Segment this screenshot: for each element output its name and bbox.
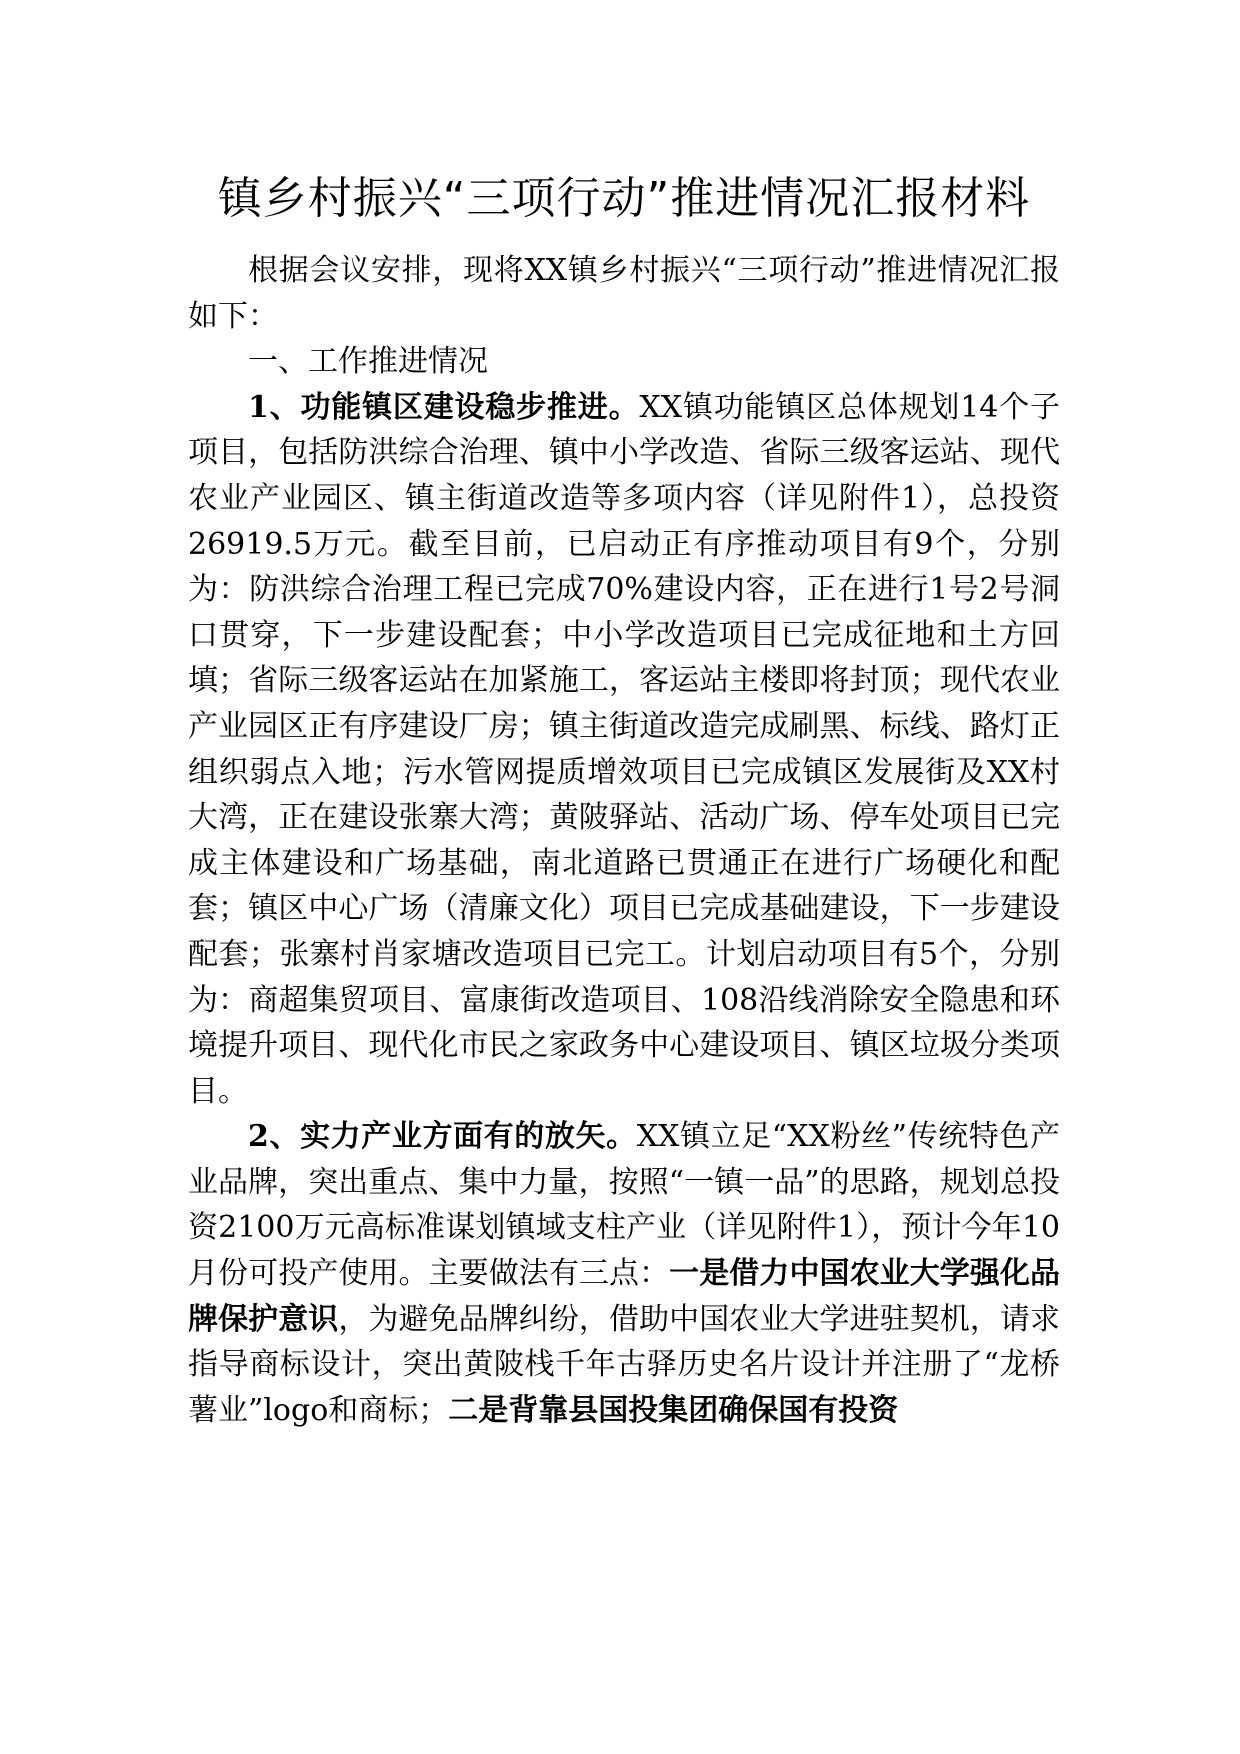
intro-paragraph: 根据会议安排，现将XX镇乡村振兴“三项行动”推进情况汇报如下： <box>188 253 1060 334</box>
item2-text-b: ，为避免品牌纠纷，借助中国农业大学进驻契机，请求指导商标设计，突出黄陂栈千年古驿历史名片设计并注册了“龙桥薯业”logo和商标； <box>188 1301 1061 1428</box>
item2-point2: 二是背靠县国投集团确保国有投资 <box>448 1392 899 1428</box>
section-heading: 一、工作推进情况 <box>248 344 488 380</box>
item1-heading: 1、功能镇区建设稳步推进。 <box>248 389 640 425</box>
item1-paragraph <box>188 385 1060 1115</box>
document-title: 镇乡村振兴“三项行动”推进情况汇报材料 <box>217 173 1031 224</box>
document-page <box>188 150 1060 1433</box>
item2-point1: 一是借力中国农业大学强化品牌保护意识 <box>188 1256 1061 1337</box>
item2-heading: 2、实力产业方面有的放矢。 <box>248 1119 637 1155</box>
item2-paragraph <box>188 1114 1060 1433</box>
item1-text: XX镇功能镇区总体规划14个子项目，包括防洪综合治理、镇中小学改造、省际三级客运站、现代农业产业园区、镇主街道改造等多项内容（详见附件1），总投资26919.5万元。截至目前，已启动正有序推动项目有9个，分别为：防洪综合治理工程已完成70%建设内容，正在进行1号2号洞口贯穿，下一步建设配套；中小学改造项目已完成征地和土方回填；省际三级客运站在加紧施工，客运站主楼即将封顶；现代农业产业园区正有序建设厂房；镇主街道改造完成刷黑、标线、路灯正组织弱点入地；污水管网提质增效项目已完成镇区发展街及XX村大湾，正在建设张寨大湾；黄陂驿站、活动广场、停车处项目已完成主体建设和广场基础，南北道路已贯通正在进行广场硬化和配套；镇区中心广场（清廉文化）项目已完成基础建设，下一步建设配套；张寨村肖家塘改造项目已完工。计划启动项目有5个，分别为：商超集贸项目、富康街改造项目、108沿线消除安全隐患和环境提升项目、现代化市民之家政务中心建设项目、镇区垃圾分类项目。 <box>188 389 1061 1109</box>
document-body <box>188 248 1060 1433</box>
item2-text-a: XX镇立足“XX粉丝”传统特色产业品牌，突出重点、集中力量，按照“一镇一品”的思路，规划总投资2100万元高标准谋划镇域支柱产业（详见附件1），预计今年10月份可投产使用。主要做法有三点： <box>188 1119 1060 1292</box>
